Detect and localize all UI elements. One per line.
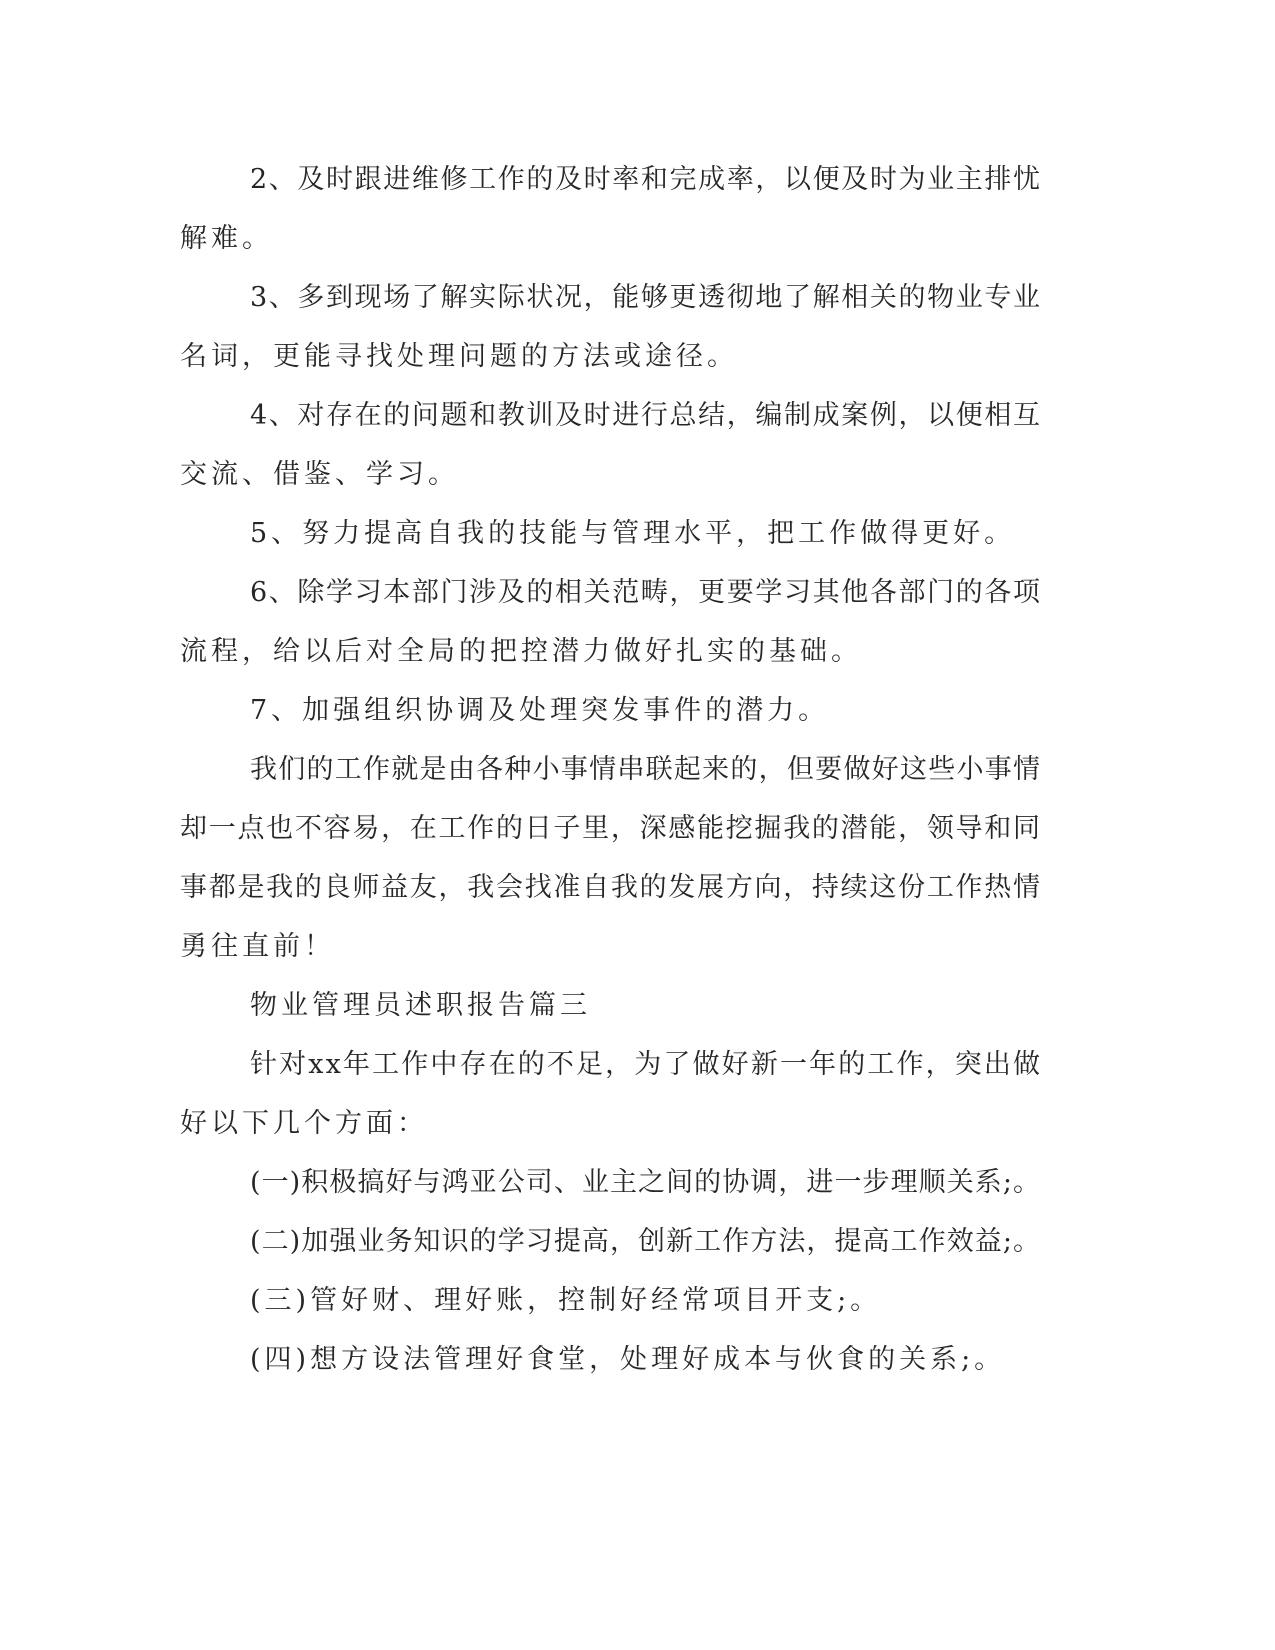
text-line-3: 3、多到现场了解实际状况，能够更透彻地了解相关的物业专业 xyxy=(250,282,1042,313)
text-line-2: 解难。 xyxy=(180,223,273,254)
text-line-5: 4、对存在的问题和教训及时进行总结，编制成案例，以便相互 xyxy=(250,400,1042,431)
text-line-1: 2、及时跟进维修工作的及时率和完成率，以便及时为业主排忧 xyxy=(250,164,1042,195)
list-item-2: (二)加强业务知识的学习提高，创新工作方法，提高工作效益;。 xyxy=(250,1226,1042,1257)
text-line-7: 5、努力提高自我的技能与管理水平，把工作做得更好。 xyxy=(250,518,1016,549)
text-line-13: 事都是我的良师益友，我会找准自我的发展方向，持续这份工作热情 xyxy=(180,872,1042,903)
text-line-14: 勇往直前！ xyxy=(180,931,335,962)
text-line-4: 名词，更能寻找处理问题的方法或途径。 xyxy=(180,341,738,372)
text-line-17: 好以下几个方面： xyxy=(180,1108,428,1139)
text-line-11: 我们的工作就是由各种小事情串联起来的，但要做好这些小事情 xyxy=(250,754,1042,785)
text-line-10: 7、加强组织协调及处理突发事件的潜力。 xyxy=(250,695,830,726)
list-item-3: (三)管好财、理好账，控制好经常项目开支;。 xyxy=(250,1285,882,1316)
text-line-12: 却一点也不容易，在工作的日子里，深感能挖掘我的潜能，领导和同 xyxy=(180,813,1042,844)
text-line-9: 流程，给以后对全局的把控潜力做好扎实的基础。 xyxy=(180,636,862,667)
text-line-8: 6、除学习本部门涉及的相关范畴，更要学习其他各部门的各项 xyxy=(250,577,1042,608)
list-item-1: (一)积极搞好与鸿亚公司、业主之间的协调，进一步理顺关系;。 xyxy=(250,1167,1042,1198)
text-line-6: 交流、借鉴、学习。 xyxy=(180,459,459,490)
text-line-16: 针对xx年工作中存在的不足，为了做好新一年的工作，突出做 xyxy=(250,1049,1043,1080)
section-heading: 物业管理员述职报告篇三 xyxy=(250,990,591,1021)
list-item-4: (四)想方设法管理好食堂，处理好成本与伙食的关系;。 xyxy=(250,1344,1006,1375)
